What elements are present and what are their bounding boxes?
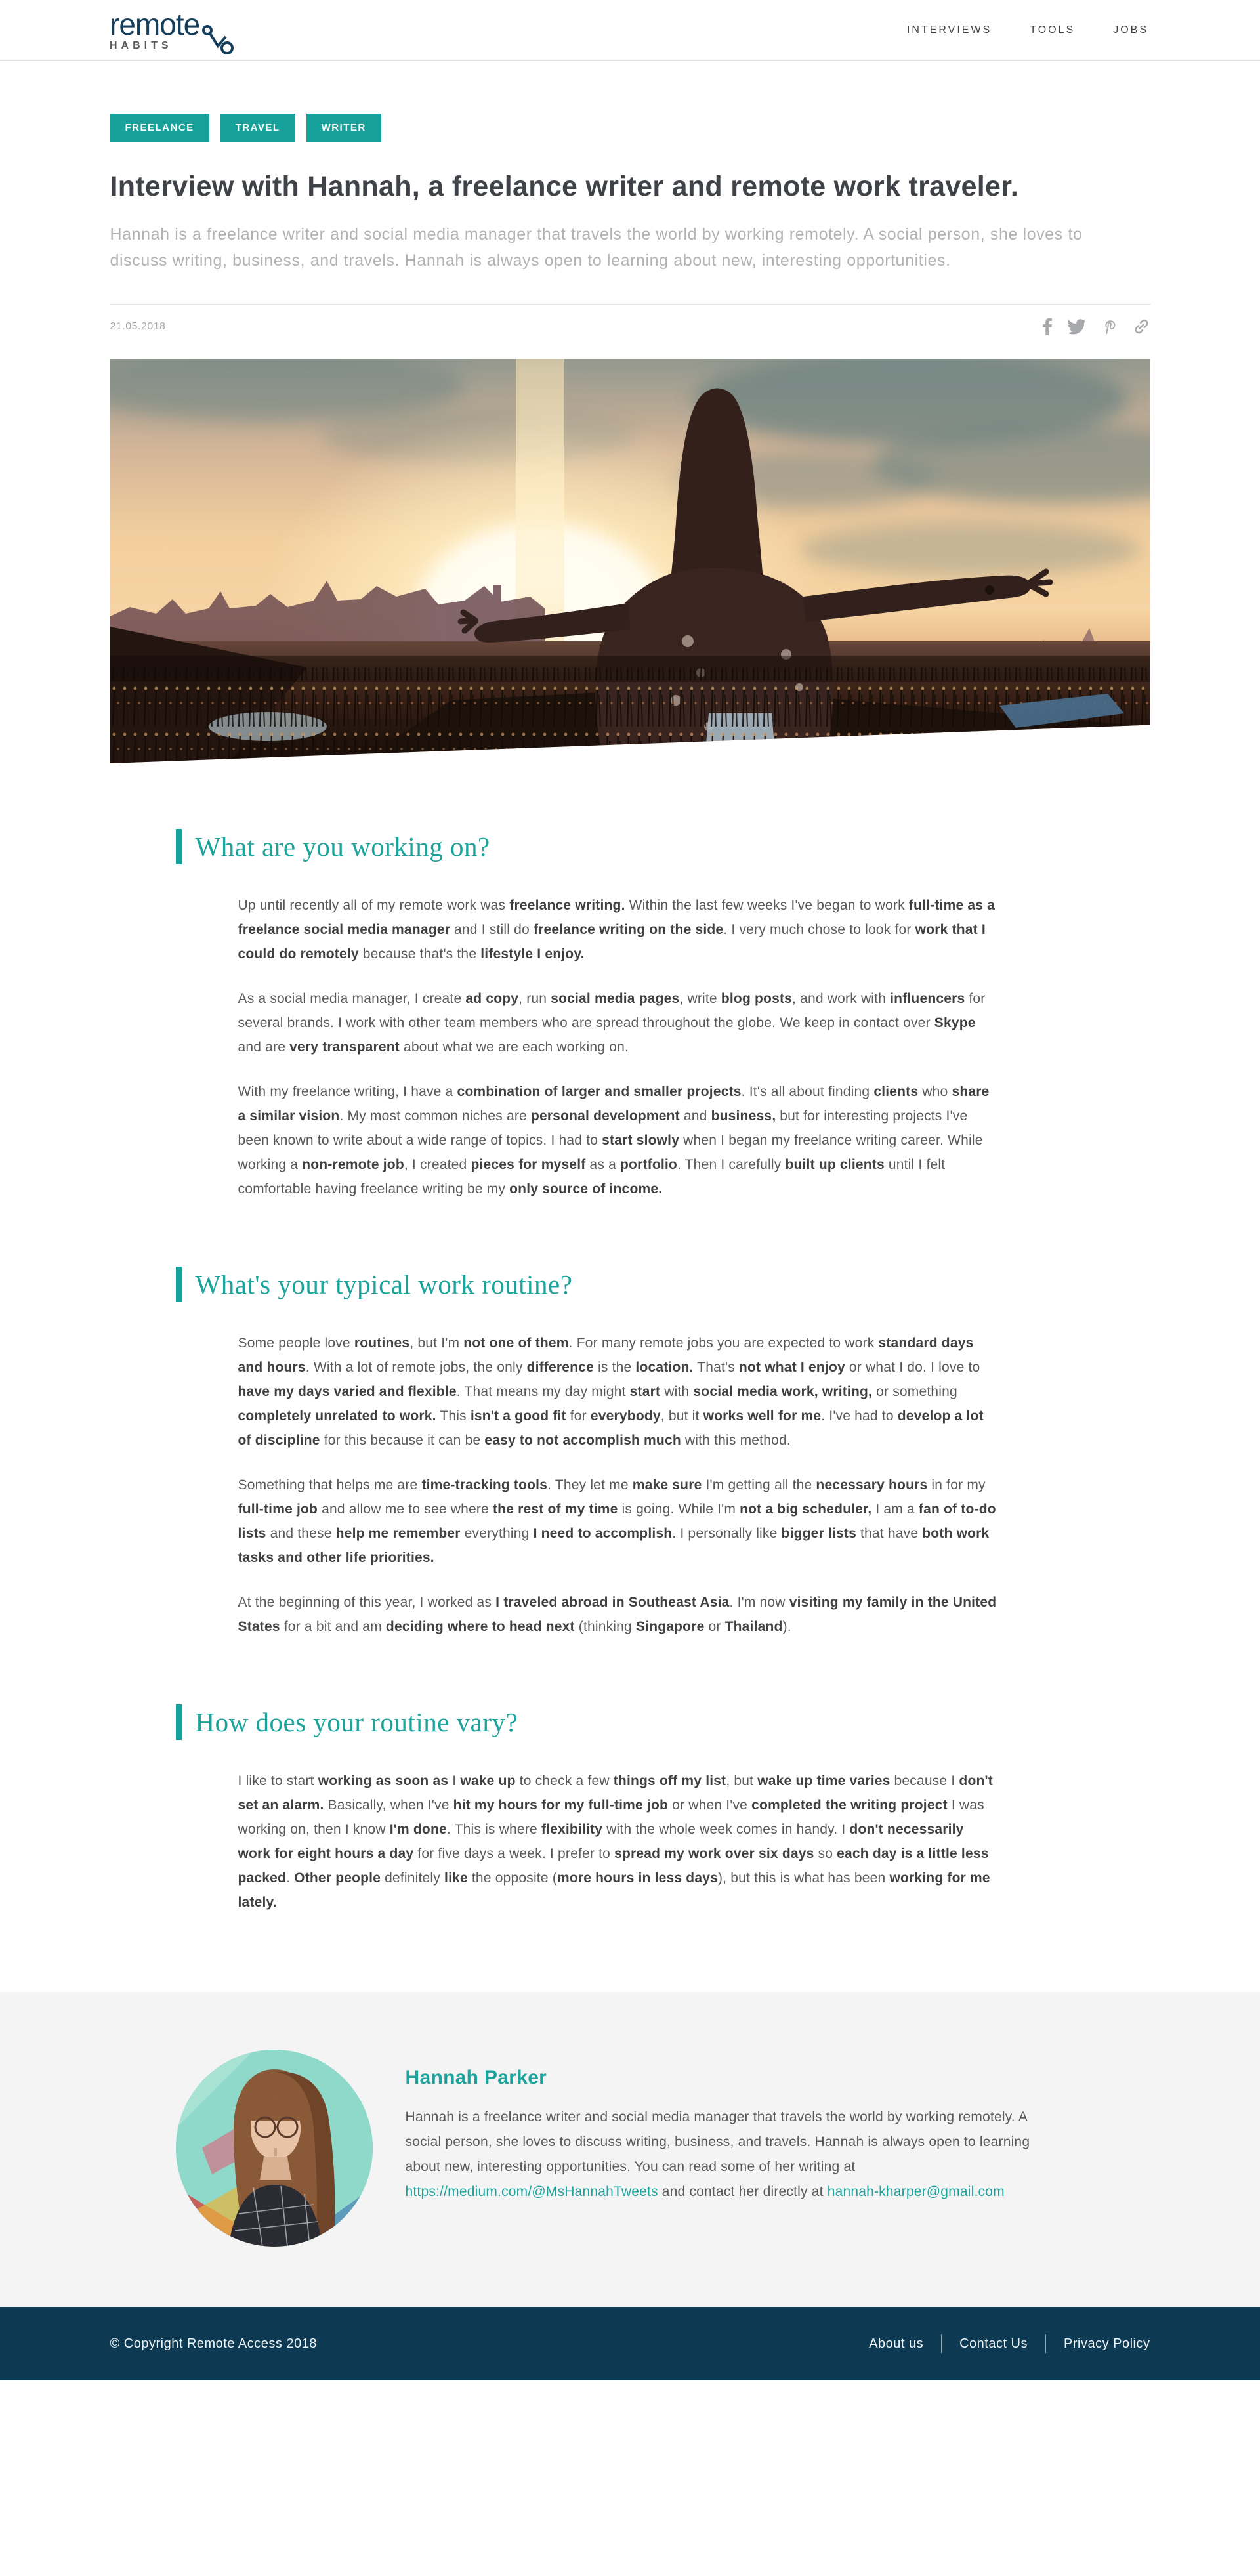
heading-accent-bar: [176, 1704, 182, 1740]
medium-link[interactable]: https://medium.com/@MsHannahTweets: [405, 2184, 658, 2199]
heading-accent-bar: [176, 1267, 182, 1302]
section-heading: [176, 1704, 1150, 1740]
site-header: [0, 0, 1260, 61]
paragraph: As a social media manager, I create ad copy, run social media pages, write blog posts, and work with influencers for several brands. I work with other team members who are spread throughout the globe. We keep in contact over Skype and are very transparent about what we are each working on.: [238, 991, 986, 1055]
logo-subtitle: HABITS: [110, 40, 173, 51]
article-date: 21.05.2018: [110, 320, 166, 332]
page-title: Interview with Hannah, a freelance writer and remote work traveler.: [110, 171, 1019, 202]
section-work-routine: [110, 1267, 1150, 1639]
author-info: [406, 2050, 1036, 2247]
author-section: [0, 1992, 1260, 2307]
section-body: [238, 1769, 999, 1914]
heading-accent-bar: [176, 829, 182, 864]
meta-row: [110, 305, 1150, 335]
article-subtitle: Hannah is a freelance writer and social media manager that travels the world by working remotely. A social person, she loves to discuss writing, business, and travels. Hannah is always open to learning about new, interesting opportunities.: [110, 225, 1083, 270]
footer-links: [851, 2334, 1150, 2353]
site-logo[interactable]: [110, 9, 235, 51]
tag-writer[interactable]: WRITER: [306, 114, 381, 142]
section-working-on: [110, 829, 1150, 1201]
paragraph: Some people love routines, but I'm not one of them. For many remote jobs you are expected to work standard days and hours. With a lot of remote jobs, the only difference is the location. That's not what I enjoy or what I do. I love to have my days varied and flexible. That means my day might start with social media work, writing, or something completely unrelated to work. This isn't a good fit for everybody, but it works well for me. I've had to develop a lot of discipline for this because it can be easy to not accomplish much with this method.: [238, 1336, 984, 1448]
paragraph: Something that helps me are time-tracking tools. They let me make sure I'm getting all the necessary hours in for my full-time job and allow me to see where the rest of my time is going. While I'm not a big scheduler, I am a fan of to-do lists and these help me remember everything I need to accomplish. I personally like bigger lists that have both work tasks and other life priorities.: [238, 1477, 996, 1565]
nav-tools[interactable]: TOOLS: [1030, 24, 1076, 35]
paragraph: Up until recently all of my remote work was freelance writing. Within the last few weeks I've began to work full-time as a freelance social media manager and I still do freelance writing on the side. I very much chose to look for work that I could do remotely because that's the lifestyle I enjoy.: [238, 898, 996, 961]
author-name: Hannah Parker: [405, 2067, 547, 2088]
copyright-text: © Copyright Remote Access 2018: [110, 2336, 317, 2351]
email-link[interactable]: hannah-kharper@gmail.com: [827, 2184, 1005, 2199]
nav-jobs[interactable]: JOBS: [1113, 24, 1148, 35]
author-bio-text: and contact her directly at: [658, 2184, 828, 2199]
section-heading: [176, 1267, 1150, 1302]
footer-link-privacy[interactable]: Privacy Policy: [1064, 2336, 1150, 2351]
author-bio: [406, 2105, 1036, 2205]
logo-nodes-icon: [201, 24, 235, 55]
main-nav: [907, 24, 1148, 36]
logo-wordmark: remote: [110, 7, 200, 41]
tag-freelance[interactable]: FREELANCE: [110, 114, 209, 142]
paragraph: I like to start working as soon as I wake up to check a few things off my list, but wake up time varies because I don't set an alarm. Basically, when I've hit my hours for my full-time job or when I've completed the writing project I was working on, then I know I'm done. This is where flexibility with the whole week comes in handy. I don't necessarily work for eight hours a day for five days a week. I prefer to spread my work over six days so each day is a little less packed. Other people definitely like the opposite (more hours in less days), but this is what has been working for me lately.: [238, 1773, 993, 1910]
facebook-share-icon[interactable]: [1043, 318, 1052, 335]
paragraph: With my freelance writing, I have a combination of larger and smaller projects. It's all about finding clients who share a similar vision. My most common niches are personal development and business, but for interesting projects I've been known to write about a wide range of topics. I had to start slowly when I began my freelance writing career. While working a non-remote job, I created pieces for myself as a portfolio. Then I carefully built up clients until I felt comfortable having freelance writing be my only source of income.: [238, 1084, 990, 1196]
nav-interviews[interactable]: INTERVIEWS: [906, 24, 992, 35]
article-main: [110, 114, 1150, 1914]
hero-image: [110, 359, 1150, 763]
author-avatar: [176, 2050, 373, 2247]
link-share-icon[interactable]: [1133, 318, 1150, 335]
paragraph: At the beginning of this year, I worked as I traveled abroad in Southeast Asia. I'm now visiting my family in the United States for a bit and am deciding where to head next (thinking Singapore or Thailand).: [238, 1595, 997, 1634]
section-body: [238, 893, 999, 1201]
site-footer: [0, 2307, 1260, 2380]
twitter-share-icon[interactable]: [1067, 319, 1086, 335]
section-routine-vary: [110, 1704, 1150, 1914]
section-title: How does your routine vary?: [195, 1707, 518, 1737]
section-heading: [176, 829, 1150, 864]
section-title: What are you working on?: [195, 832, 490, 862]
section-body: [238, 1331, 999, 1639]
share-icons: [1043, 318, 1150, 335]
tag-travel[interactable]: TRAVEL: [220, 114, 295, 142]
tags-row: [110, 114, 1150, 142]
footer-link-about[interactable]: About us: [869, 2336, 924, 2351]
footer-link-contact[interactable]: Contact Us: [959, 2336, 1028, 2351]
pinterest-share-icon[interactable]: [1101, 318, 1118, 335]
author-bio-text: Hannah is a freelance writer and social media manager that travels the world by working remotely. A social person, she loves to discuss writing, business, and travels. Hannah is always open to learning about new, interesting opportunities. You can read some of her writing at: [405, 2109, 1030, 2174]
section-title: What's your typical work routine?: [195, 1269, 573, 1299]
